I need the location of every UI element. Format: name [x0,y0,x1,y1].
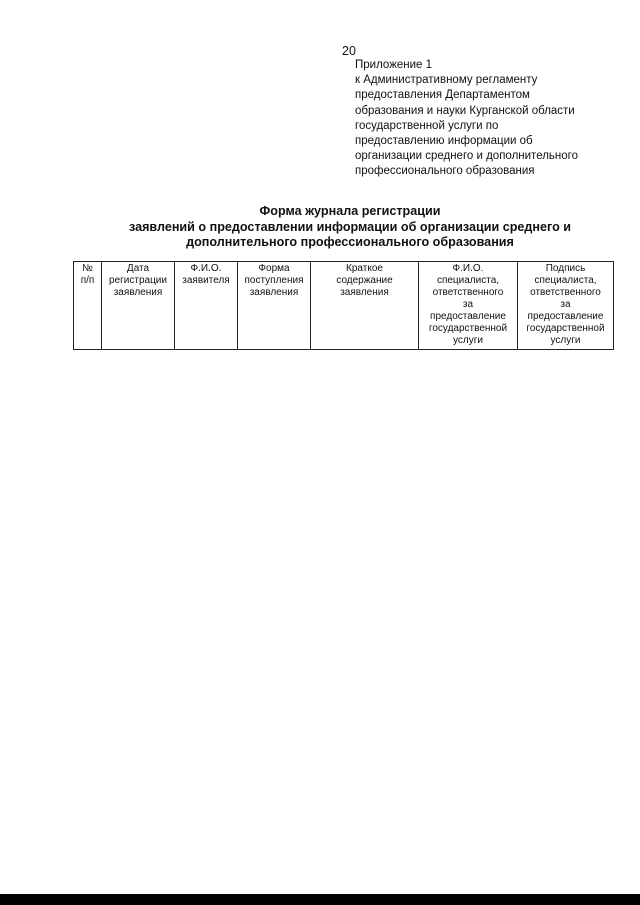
page-number: 20 [342,44,356,58]
form-title-line: Форма журнала регистрации [259,204,441,218]
column-header-line: услуги [550,335,581,346]
column-header-line: ответственного [432,287,504,298]
column-header-line: Краткое [346,263,383,274]
column-header-line: содержание [336,275,393,286]
column-header-line: ответственного [530,287,601,298]
column-header-line: Форма [258,263,290,274]
column-header-applicant-name [175,262,238,350]
column-header-line: за [462,299,474,310]
column-header-specialist-signature [518,262,614,350]
column-header-line: государственной [526,323,605,334]
column-header-line: заявления [340,287,389,298]
appendix-line: образования и науки Курганской области [355,104,575,117]
appendix-line: Приложение 1 [355,59,433,71]
column-header-line: заявителя [182,275,230,286]
column-header-line: за [560,299,571,310]
form-title [70,204,630,251]
appendix-line: организации среднего и дополнительного [355,150,578,163]
column-header-line: заявления [113,287,163,298]
column-header-line: заявления [249,287,299,298]
column-header-receipt-form [238,262,311,350]
scan-bottom-edge [0,894,640,905]
column-header-summary [311,262,419,350]
column-header-line: п/п [80,275,95,286]
column-header-line: государственной [428,323,508,334]
column-header-number [74,262,102,350]
column-header-line: Ф.И.О. [190,263,222,274]
column-header-line: предоставление [430,311,506,322]
column-header-specialist-name [419,262,518,350]
column-header-line: регистрации [109,275,167,286]
column-header-line: поступления [244,275,304,286]
column-header-line: предоставление [527,311,604,322]
column-header-line: специалиста, [436,275,500,286]
appendix-line: к Административному регламенту [355,74,538,87]
appendix-line: профессионального образования [355,165,535,178]
form-title-line: дополнительного профессионального образования [186,235,514,249]
column-header-line: № [82,263,93,274]
appendix-header [355,58,625,180]
registration-journal-table [73,261,614,350]
column-header-registration-date [102,262,175,350]
column-header-line: специалиста, [534,275,597,286]
column-header-line: услуги [453,335,483,346]
appendix-line: предоставления Департаментом [355,89,530,102]
column-header-line: Подпись [545,263,586,274]
column-header-line: Дата [126,263,150,274]
appendix-line: предоставлению информации об [355,135,533,148]
form-title-line: заявлений о предоставлении информации об организации среднего и [128,219,572,234]
appendix-line: государственной услуги по [355,119,499,132]
table-header-row [74,262,614,350]
column-header-line: Ф.И.О. [452,263,484,274]
